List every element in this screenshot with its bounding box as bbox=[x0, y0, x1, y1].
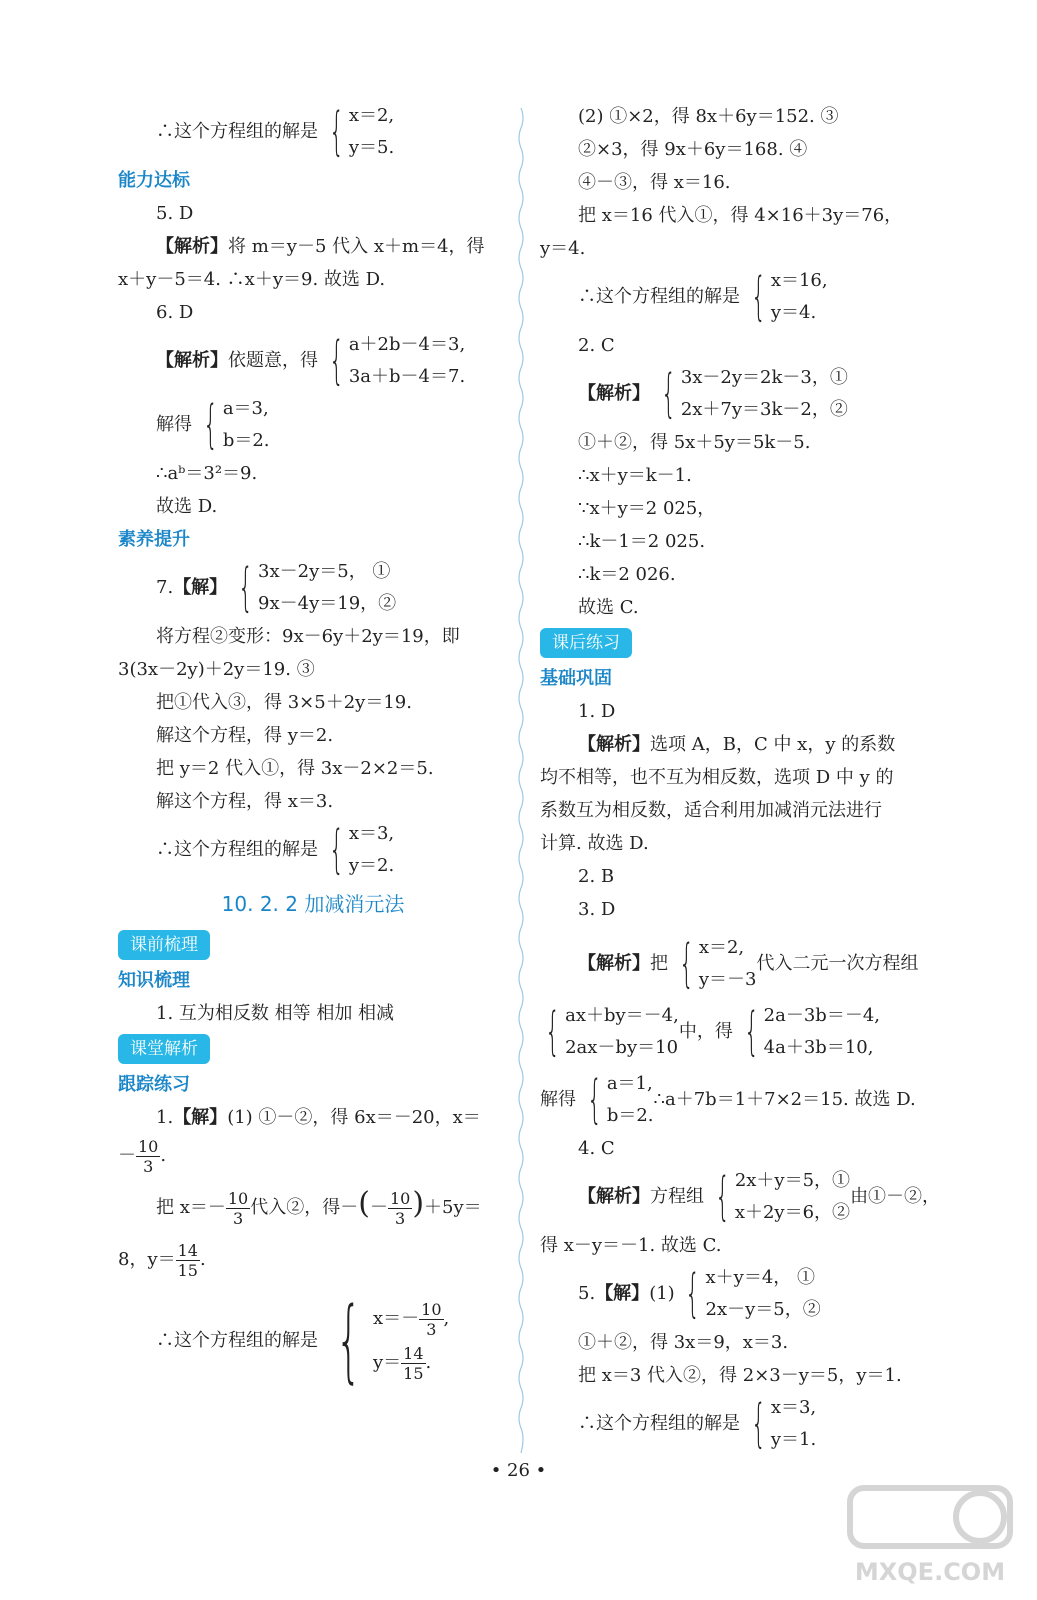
section-heading: 素养提升 bbox=[118, 529, 190, 550]
answer-line: 2. C bbox=[578, 335, 615, 356]
analysis-line: ∴aᵇ＝3²＝9. bbox=[156, 463, 258, 484]
answer-line: 2. B bbox=[578, 866, 615, 887]
left-column bbox=[118, 100, 508, 1393]
equation-system: { ax＋by＝－4, 2ax－by＝10 bbox=[545, 1002, 679, 1062]
analysis-line: 均不相等，也不互为相反数，选项 D 中 y 的 bbox=[540, 767, 894, 788]
analysis-line: 【解析】将 m＝y－5 代入 x＋m＝4，得 bbox=[156, 236, 485, 257]
analysis-line: 故选 D. bbox=[156, 496, 218, 517]
pill-label: 课堂解析 bbox=[118, 1034, 210, 1064]
solution-line: 8，y＝ $\frac{14}{15}$ . bbox=[118, 1240, 206, 1280]
equation-system: { a＝3, b＝2. bbox=[202, 395, 270, 455]
analysis-line: 计算. 故选 D. bbox=[540, 833, 649, 854]
analysis-line: ①＋②，得 5x＋5y＝5k－5. bbox=[578, 432, 811, 453]
answer-line: 6. D bbox=[156, 302, 194, 323]
solution-line: ∴这个方程组的解是 { x＝3, y＝2. bbox=[156, 820, 395, 880]
pill-label: 课后练习 bbox=[540, 628, 632, 658]
answer-line: 4. C bbox=[578, 1138, 615, 1159]
solution-line: ②×3，得 9x＋6y＝168. ④ bbox=[578, 139, 808, 160]
analysis-line: { ax＋by＝－4, 2ax－by＝10 中，得 { 2a－3b＝－4, 4a＋3b＝10, bbox=[540, 1000, 930, 1064]
solution-line: 把 x＝－ $\frac{10}{3}$ 代入②，得－(－ $\frac{10}{3}$ )＋5y＝ bbox=[156, 1186, 482, 1228]
fraction: $\frac{10}{3}$ bbox=[389, 1188, 411, 1228]
watermark-text: MXQE.COM bbox=[854, 1558, 1006, 1586]
fraction: $\frac{10}{3}$ bbox=[421, 1299, 442, 1339]
answer-line: 5. D bbox=[156, 203, 194, 224]
analysis-line: 【解析】把 { x＝2, y＝－3 代入二元一次方程组 bbox=[578, 934, 919, 994]
section-heading: 能力达标 bbox=[118, 170, 190, 191]
pill-label: 课前梳理 bbox=[118, 930, 210, 960]
equation-system: { 3x－2y＝5， ① 9x－4y＝19，② bbox=[238, 558, 397, 618]
right-column bbox=[540, 100, 941, 1456]
analysis-line: 【解析】选项 A，B，C 中 x，y 的系数 bbox=[578, 734, 896, 755]
section-heading: 跟踪练习 bbox=[118, 1074, 190, 1095]
analysis-line: 解得 { a＝1, b＝2. ∴a＋7b＝1＋7×2＝15. 故选 D. bbox=[540, 1070, 916, 1130]
analysis-line: 得 x－y＝－1. 故选 C. bbox=[540, 1235, 722, 1256]
solution-line: 解这个方程，得 x＝3. bbox=[156, 791, 334, 812]
solution-line: 3(3x－2y)＋2y＝19. ③ bbox=[118, 659, 315, 680]
equation-system: { x＝16, y＝4. bbox=[750, 267, 828, 327]
fraction: $\frac{14}{15}$ bbox=[177, 1240, 198, 1280]
fraction: $\frac{10}{3}$ bbox=[138, 1136, 159, 1176]
analysis-line: x＋y－5＝4. ∴x＋y＝9. 故选 D. bbox=[118, 269, 386, 290]
solution-line: 把 x＝16 代入①，得 4×16＋3y＝76， bbox=[578, 205, 903, 226]
equation-system: { x＝2, y＝5. bbox=[328, 102, 395, 162]
equation-system: { 2x＋y＝5，① x＋2y＝6，② bbox=[714, 1167, 851, 1227]
solution-line: ∴这个方程组的解是 { x＝16, y＝4. bbox=[578, 267, 828, 327]
analysis-line: 系数互为相反数，适合利用加减消元法进行 bbox=[540, 800, 882, 821]
solution-line: ①＋②，得 3x＝9，x＝3. bbox=[578, 1332, 789, 1353]
fraction: $\frac{10}{3}$ bbox=[227, 1188, 249, 1228]
section-title: 10. 2. 2 加减消元法 bbox=[221, 892, 405, 916]
solution-line: y＝4. bbox=[540, 238, 586, 259]
solution-line: (2) ①×2，得 8x＋6y＝152. ③ bbox=[578, 106, 839, 127]
fraction: $\frac{14}{15}$ bbox=[403, 1343, 424, 1383]
solution-line: ④－③，得 x＝16. bbox=[578, 172, 731, 193]
analysis-line: ∴k－1＝2 025. bbox=[578, 531, 706, 552]
page-number: • 26 • bbox=[490, 1460, 547, 1481]
equation-system: { x＝－ $\frac{10}{3}$ , y＝ $\frac{14}{15}$ . bbox=[335, 1288, 450, 1393]
solution-line: ∴这个方程组的解是 { x＝－ $\frac{10}{3}$ , y＝ $\frac{14}{15}$ . bbox=[156, 1288, 450, 1393]
equation-system: { 2a－3b＝－4, 4a＋3b＝10, bbox=[743, 1002, 881, 1062]
solution-line: 解这个方程，得 y＝2. bbox=[156, 725, 334, 746]
solution-line: 5.【解】(1) { x＋y＝4， ① 2x－y＝5，② bbox=[578, 1264, 821, 1324]
solution-line: 7.【解】 { 3x－2y＝5， ① 9x－4y＝19，② bbox=[156, 558, 397, 618]
solution-line: 把 x＝3 代入②，得 2×3－y＝5，y＝1. bbox=[578, 1365, 902, 1386]
section-heading: 基础巩固 bbox=[540, 668, 612, 689]
analysis-line: ∵x＋y＝2 025， bbox=[578, 498, 716, 519]
solution-line: 将方程②变形：9x－6y＋2y＝19，即 bbox=[156, 626, 460, 647]
column-divider bbox=[517, 108, 525, 1453]
watermark-logo bbox=[840, 1480, 1020, 1590]
equation-system: { a＋2b－4＝3, 3a＋b－4＝7. bbox=[328, 331, 466, 391]
answer-line: 1. D bbox=[578, 701, 616, 722]
analysis-line: ∴x＋y＝k－1. bbox=[578, 465, 692, 486]
equation-system: { 3x－2y＝2k－3，① 2x＋7y＝3k－2，② bbox=[660, 364, 848, 424]
equation-system: { x＋y＝4， ① 2x－y＝5，② bbox=[685, 1264, 821, 1324]
solution-line: 1.【解】(1) ①－②，得 6x＝－20，x＝ bbox=[156, 1107, 481, 1128]
equation-system: { x＝3, y＝1. bbox=[750, 1394, 817, 1454]
analysis-line: 【解析】方程组 { 2x＋y＝5，① x＋2y＝6，② 由①－②， bbox=[578, 1167, 941, 1227]
answer-line: 1. 互为相反数 相等 相加 相减 bbox=[156, 1003, 395, 1024]
solution-line: 把 y＝2 代入①，得 3x－2×2＝5. bbox=[156, 758, 434, 779]
analysis-line: 【解析】依题意，得 { a＋2b－4＝3, 3a＋b－4＝7. bbox=[156, 331, 466, 391]
equation-system: { x＝3, y＝2. bbox=[328, 820, 395, 880]
equation-system: { a＝1, b＝2. bbox=[586, 1070, 654, 1130]
equation-system: { x＝2, y＝－3 bbox=[678, 934, 757, 994]
answer-line: 3. D bbox=[578, 899, 616, 920]
section-heading: 知识梳理 bbox=[118, 970, 190, 991]
analysis-line: 【解析】 { 3x－2y＝2k－3，① 2x＋7y＝3k－2，② bbox=[578, 364, 848, 424]
analysis-line: 解得 { a＝3, b＝2. bbox=[156, 395, 270, 455]
analysis-line: ∴k＝2 026. bbox=[578, 564, 676, 585]
solution-line: ∴这个方程组的解是 { x＝3, y＝1. bbox=[578, 1394, 817, 1454]
solution-line: 把①代入③，得 3×5＋2y＝19. bbox=[156, 692, 412, 713]
solution-line: ∴这个方程组的解是 { x＝2, y＝5. bbox=[156, 102, 395, 162]
solution-line: － $\frac{10}{3}$ . bbox=[118, 1136, 167, 1176]
analysis-line: 故选 C. bbox=[578, 597, 639, 618]
